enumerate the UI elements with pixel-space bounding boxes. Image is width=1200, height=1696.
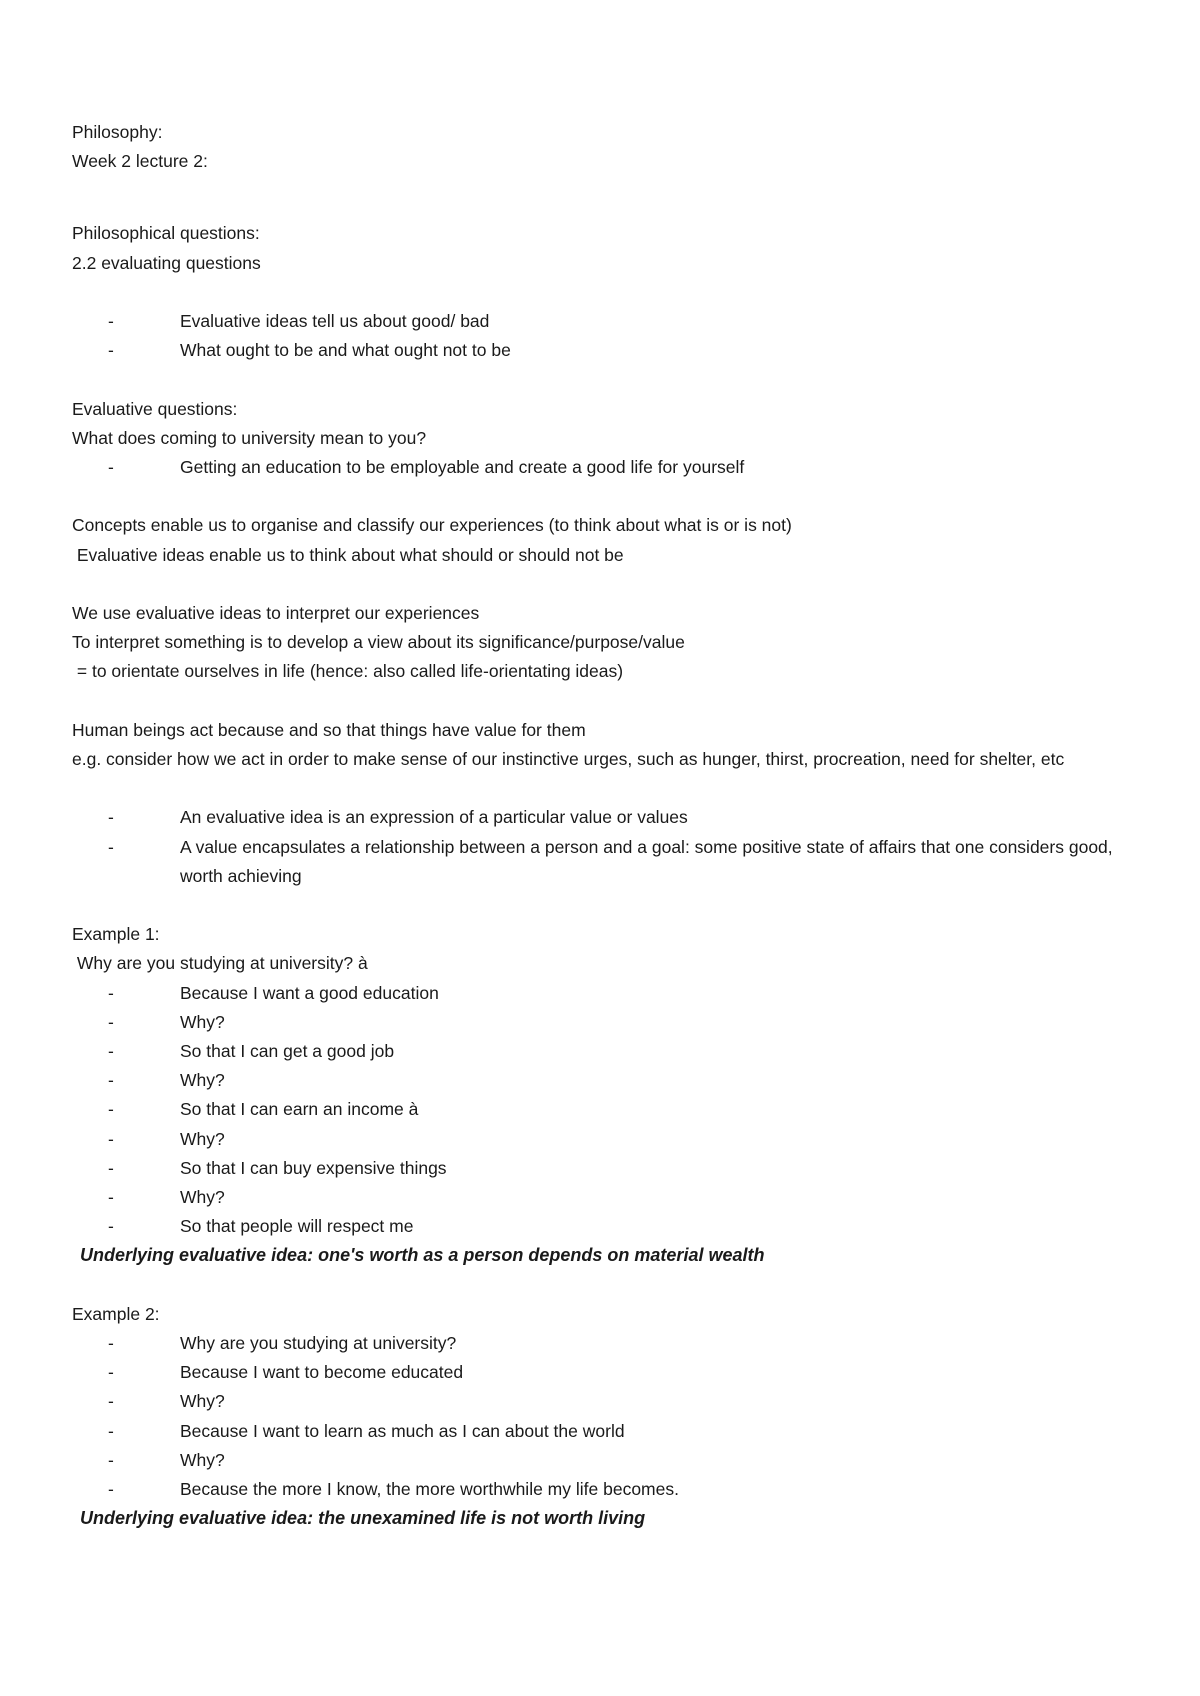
bullet-text: Why? — [180, 1391, 225, 1412]
bullet-dash: - — [108, 1216, 114, 1237]
bullet-dash: - — [108, 1391, 114, 1412]
example1-heading: Example 1: — [72, 924, 160, 945]
list-item — [72, 1125, 1132, 1154]
list-item — [72, 1417, 1132, 1446]
list-item — [72, 1212, 1132, 1241]
bullet-dash: - — [108, 1157, 114, 1178]
example2-heading: Example 2: — [72, 1303, 160, 1324]
doc-title: Philosophy: — [72, 122, 163, 142]
bullet-text: So that people will respect me — [180, 1216, 414, 1237]
bullet-text: So that I can earn an income à — [180, 1099, 419, 1120]
bullet-dash: - — [108, 1449, 114, 1470]
example1-conclusion: Underlying evaluative idea: one's worth as a person depends on material wealth — [80, 1245, 765, 1266]
bullet-dash: - — [108, 1099, 114, 1120]
bullet-dash: - — [108, 807, 114, 828]
evaluative-question: What does coming to university mean to you? — [72, 427, 427, 448]
bullet-text: What ought to be and what ought not to be — [180, 340, 511, 361]
bullet-text: Getting an education to be employable and create a good life for yourself — [180, 457, 745, 477]
section-subheading: 2.2 evaluating questions — [72, 252, 261, 273]
evaluative-ideas-line: Evaluative ideas enable us to think about what should or should not be — [72, 544, 624, 565]
bullet-text: Because the more I know, the more worthwhile my life becomes. — [180, 1479, 679, 1500]
list-item — [72, 803, 1132, 832]
example-instinct-line: e.g. consider how we act in order to make sense of our instinctive urges, such as hunger, thirst, procreation, need for shelter, etc — [72, 748, 1065, 769]
bullet-text: A value encapsulates a relationship between a person and a goal: some positive state of affairs that one considers good, worth achieving — [180, 836, 1113, 886]
bullet-text: Because I want a good education — [180, 982, 439, 1003]
bullet-dash: - — [108, 1011, 114, 1032]
interpret-line: To interpret something is to develop a view about its significance/purpose/value — [72, 632, 685, 653]
list-item — [72, 1446, 1132, 1475]
bullet-text: An evaluative idea is an expression of a particular value or values — [180, 807, 688, 828]
bullet-text: Because I want to learn as much as I can about the world — [180, 1420, 625, 1441]
list-item — [72, 453, 1132, 482]
bullet-text: Why? — [180, 1128, 225, 1149]
bullet-dash: - — [108, 1362, 114, 1383]
bullet-text: Why? — [180, 1187, 225, 1207]
bullet-text: Why? — [180, 1449, 225, 1470]
list-item — [72, 1358, 1132, 1387]
list-item — [72, 1037, 1132, 1066]
bullet-text: Why? — [180, 1070, 225, 1091]
list-item — [72, 1008, 1132, 1037]
bullet-text: Because I want to become educated — [180, 1362, 464, 1383]
bullet-text: So that I can buy expensive things — [180, 1157, 447, 1178]
bullet-dash: - — [108, 1128, 114, 1149]
human-beings-line: Human beings act because and so that things have value for them — [72, 719, 586, 740]
bullet-dash: - — [108, 1420, 114, 1441]
bullet-dash: - — [108, 836, 114, 857]
bullet-dash: - — [108, 1070, 114, 1091]
document-page — [72, 118, 1132, 1533]
list-item — [72, 1183, 1132, 1212]
bullet-dash: - — [108, 1187, 114, 1207]
interpret-line: = to orientate ourselves in life (hence: also called life-orientating ideas) — [72, 661, 624, 682]
list-item — [72, 307, 1132, 336]
list-item — [72, 1154, 1132, 1183]
bullet-dash: - — [108, 311, 114, 331]
list-item — [72, 979, 1132, 1008]
bullet-text: Evaluative ideas tell us about good/ bad — [180, 311, 490, 331]
bullet-dash: - — [108, 1040, 114, 1061]
example2-conclusion: Underlying evaluative idea: the unexamined life is not worth living — [80, 1508, 646, 1529]
example1-question: Why are you studying at university? à — [72, 953, 368, 974]
bullet-text: So that I can get a good job — [180, 1040, 395, 1061]
section-heading: Philosophical questions: — [72, 223, 260, 244]
doc-subtitle: Week 2 lecture 2: — [72, 151, 208, 172]
list-item — [72, 1066, 1132, 1095]
bullet-dash: - — [108, 340, 114, 361]
bullet-dash: - — [108, 457, 114, 477]
list-item — [72, 1329, 1132, 1358]
interpret-line: We use evaluative ideas to interpret our experiences — [72, 602, 480, 623]
list-item — [72, 833, 1132, 891]
bullet-text: Why? — [180, 1011, 225, 1032]
list-item — [72, 1095, 1132, 1124]
bullet-text: Why are you studying at university? — [180, 1333, 457, 1353]
list-item — [72, 1387, 1132, 1416]
bullet-dash: - — [108, 982, 114, 1003]
concepts-line: Concepts enable us to organise and classify our experiences (to think about what is or is not) — [72, 515, 792, 536]
evaluative-heading: Evaluative questions: — [72, 398, 238, 419]
list-item — [72, 1475, 1132, 1504]
list-item — [72, 336, 1132, 365]
bullet-dash: - — [108, 1333, 114, 1353]
bullet-dash: - — [108, 1479, 114, 1500]
